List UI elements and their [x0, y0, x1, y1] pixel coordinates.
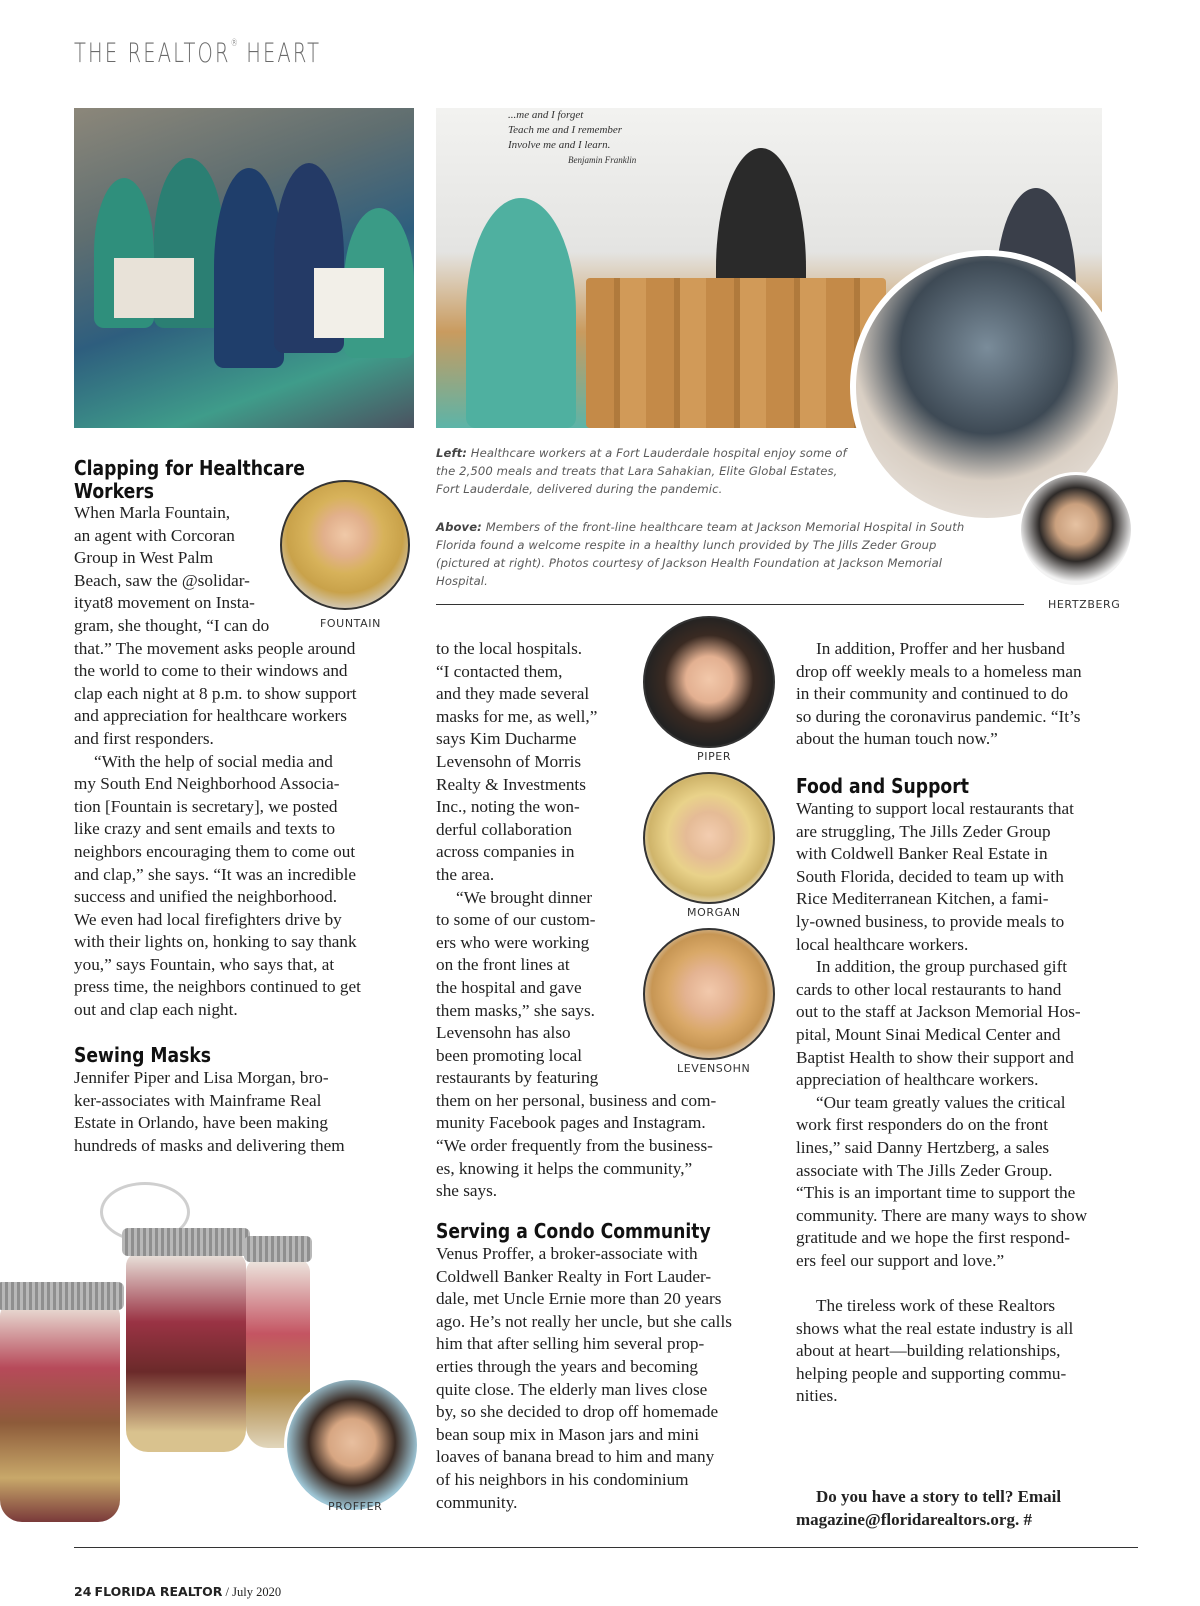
text-line: ityat8 movement on Insta- — [74, 593, 255, 613]
paragraph-gap — [796, 1272, 1136, 1295]
text-line: We even had local firefighters drive by — [74, 909, 342, 929]
text-line: Levensohn of Morris — [436, 751, 582, 771]
text-line: about at heart—building relationships, — [796, 1341, 1061, 1361]
text-line: “We brought dinner — [456, 887, 593, 907]
caption-left — [436, 444, 856, 498]
text-line: helping people and supporting commu- — [796, 1363, 1067, 1383]
text-line: to some of our custom- — [436, 910, 596, 930]
text-line: In addition, the group purchased gift — [816, 957, 1068, 977]
text-line: Levensohn has also — [436, 1023, 571, 1043]
text-line: tion [Fountain is secretary], we posted — [74, 796, 338, 816]
text-line: about the human touch now.” — [796, 729, 998, 749]
text-line: hundreds of masks and delivering them — [74, 1135, 345, 1155]
col1-text — [74, 502, 414, 1022]
text-line: neighbors encouraging them to come out — [74, 841, 356, 861]
text-line: by, so she decided to drop off homemade — [436, 1402, 719, 1422]
text-line: nities. — [796, 1386, 838, 1406]
text-line: and first responders. — [74, 728, 214, 748]
text-line: masks for me, as well,” — [436, 706, 598, 726]
name-label-proffer: PROFFER — [328, 1500, 383, 1513]
name-label-fountain: FOUNTAIN — [320, 617, 381, 630]
text-line: es, knowing it helps the community,” — [436, 1158, 693, 1178]
text-line: gram, she thought, “I can do — [74, 615, 270, 635]
text-line: gratitude and we hope the first respond- — [796, 1228, 1070, 1248]
text-line: Beach, saw the @solidar- — [74, 570, 250, 590]
text-line: “We order frequently from the business- — [436, 1136, 713, 1156]
heading-food-support: Food and Support — [796, 774, 969, 798]
text-line: and clap,” she says. “It was an incredible — [74, 864, 357, 884]
page-footer — [74, 1584, 281, 1600]
headshot-hertzberg — [1018, 472, 1134, 588]
text-line: Realty & Investments — [436, 774, 586, 794]
name-label-morgan: MORGAN — [687, 906, 741, 919]
wall-quote — [508, 108, 648, 168]
text-line: community. — [436, 1492, 518, 1512]
caption-above-label: Above: — [436, 520, 482, 534]
wall-quote-line: Teach me and I remember — [508, 124, 623, 136]
text-line: ago. He’s not really her uncle, but she calls — [436, 1311, 732, 1331]
text-line: the world to come to their windows and — [74, 661, 348, 681]
text-line: Rice Mediterranean Kitchen, a fami- — [796, 889, 1049, 909]
jar — [0, 1302, 120, 1522]
col3-food-text — [796, 798, 1136, 1408]
text-line: been promoting local — [436, 1045, 583, 1065]
text-line: out to the staff at Jackson Memorial Hos- — [796, 1002, 1081, 1022]
text-line: she says. — [436, 1181, 498, 1201]
heading-condo: Serving a Condo Community — [436, 1219, 711, 1243]
name-label-piper: PIPER — [697, 750, 732, 763]
text-line: shows what the real estate industry is all — [796, 1318, 1074, 1338]
text-line: Venus Proffer, a broker-associate with — [436, 1244, 698, 1263]
text-line: out and clap each night. — [74, 1000, 238, 1020]
text-line: so during the coronavirus pandemic. “It’s — [796, 706, 1081, 726]
text-line: that.” The movement asks people around — [74, 638, 356, 658]
text-line: The tireless work of these Realtors — [816, 1296, 1056, 1316]
section-label — [74, 38, 321, 69]
photo-mason-jars — [0, 1182, 314, 1522]
page-number: 24 — [74, 1584, 92, 1599]
text-line: you,” says Fountain, who says that, at — [74, 954, 335, 974]
text-line: “This is an important time to support the — [796, 1183, 1076, 1203]
food-box — [114, 258, 194, 318]
text-line: success and unified the neighborhood. — [74, 887, 337, 907]
name-label-hertzberg: HERTZBERG — [1048, 598, 1121, 611]
food-box — [314, 268, 384, 338]
callout-line — [796, 1509, 1061, 1532]
headshot-proffer — [284, 1377, 420, 1513]
text-line: Wanting to support local restaurants that — [796, 799, 1074, 818]
jar-lid — [0, 1282, 124, 1310]
jar-lid — [244, 1236, 312, 1262]
text-line: like crazy and sent emails and texts to — [74, 819, 336, 839]
text-line: across companies in — [436, 842, 575, 862]
text-line: says Kim Ducharme — [436, 729, 577, 749]
text-line: in their community and continued to do — [796, 684, 1069, 704]
text-line: “I contacted them, — [436, 661, 563, 681]
end-mark: # — [1023, 1509, 1032, 1529]
text-line: quite close. The elderly man lives close — [436, 1379, 708, 1399]
name-label-levensohn: LEVENSOHN — [677, 1062, 751, 1075]
text-line: ers feel our support and love.” — [796, 1250, 1005, 1270]
text-line: ly-owned business, to provide meals to — [796, 911, 1065, 931]
text-line: erties through the years and becoming — [436, 1356, 699, 1376]
text-line: lines,” said Danny Hertzberg, a sales — [796, 1137, 1050, 1157]
footer-rule — [74, 1547, 1138, 1548]
section-label-text-2: HEART — [246, 38, 322, 69]
text-line: pital, Mount Sinai Medical Center and — [796, 1024, 1061, 1044]
text-line: In addition, Proffer and her husband — [816, 639, 1065, 658]
headshot-morgan — [643, 772, 775, 904]
photo-healthcare-workers-lunch — [74, 108, 414, 428]
text-line: with Coldwell Banker Real Estate in — [796, 844, 1048, 864]
text-line: Group in West Palm — [74, 548, 214, 568]
photo-figure — [466, 198, 576, 428]
story-callout — [796, 1486, 1061, 1531]
heading-sewing-masks: Sewing Masks — [74, 1043, 212, 1067]
wall-quote-line: Involve me and I learn. — [508, 139, 611, 151]
text-line: dale, met Uncle Ernie more than 20 years — [436, 1289, 722, 1309]
text-line: “With the help of social media and — [94, 751, 333, 771]
email-link[interactable]: magazine@floridarealtors.org. — [796, 1509, 1020, 1529]
text-line: the area. — [436, 864, 495, 884]
wall-quote-line: ...me and I forget — [508, 109, 584, 121]
text-line: work first responders do on the front — [796, 1115, 1049, 1135]
text-line: munity Facebook pages and Instagram. — [436, 1113, 706, 1133]
text-line: of his neighbors in his condominium — [436, 1469, 689, 1489]
registered-mark: ® — [230, 38, 238, 49]
issue-date: July 2020 — [232, 1585, 282, 1599]
text-line: cards to other local restaurants to hand — [796, 979, 1062, 999]
text-line: drop off weekly meals to a homeless man — [796, 661, 1082, 681]
text-line: them on her personal, business and com- — [436, 1090, 717, 1110]
publication-name: FLORIDA REALTOR — [94, 1584, 223, 1599]
col3-text — [796, 638, 1136, 751]
text-line: restaurants by featuring — [436, 1068, 599, 1088]
text-line: with their lights on, honking to say thank — [74, 932, 357, 952]
text-line: ers who were working — [436, 932, 590, 952]
text-line: press time, the neighbors continued to get — [74, 977, 361, 997]
text-line: are struggling, The Jills Zeder Group — [796, 821, 1051, 841]
text-line: derful collaboration — [436, 819, 573, 839]
footer-separator: / — [225, 1585, 230, 1599]
caption-left-text: Healthcare workers at a Fort Lauderdale hospital enjoy some of the 2,500 meals and treats that Lara Sahakian, Elite Global Estates, Fort Lauderdale, delivered during the pandemic. — [436, 446, 847, 496]
wall-quote-line: Benjamin Franklin — [568, 155, 637, 165]
text-line: “Our team greatly values the critical — [816, 1092, 1066, 1112]
text-line: clap each night at 8 p.m. to show support — [74, 683, 357, 703]
text-line: South Florida, decided to team up with — [796, 866, 1064, 886]
text-line: Coldwell Banker Realty in Fort Lauder- — [436, 1266, 712, 1286]
text-line: Baptist Health to show their support and — [796, 1047, 1074, 1067]
text-line: appreciation of healthcare workers. — [796, 1070, 1039, 1090]
text-line: my South End Neighborhood Associa- — [74, 774, 340, 794]
jar — [126, 1252, 246, 1452]
text-line: him that after selling him several prop- — [436, 1334, 705, 1354]
text-line: bean soup mix in Mason jars and mini — [436, 1424, 700, 1444]
text-line: an agent with Corcoran — [74, 525, 235, 545]
jar-lid — [122, 1228, 250, 1256]
text-line: and they made several — [436, 684, 590, 704]
caption-left-label: Left: — [436, 446, 467, 460]
section-label-text: THE REALTOR — [74, 38, 231, 69]
text-line: on the front lines at — [436, 955, 570, 975]
headshot-levensohn — [643, 928, 775, 1060]
text-line: associate with The Jills Zeder Group. — [796, 1160, 1053, 1180]
heading-clapping: Clapping for Healthcare Workers — [74, 456, 305, 503]
text-line: Estate in Orlando, have been making — [74, 1113, 328, 1133]
caption-above — [436, 518, 976, 590]
headshot-piper — [643, 616, 775, 748]
text-line: Inc., noting the won- — [436, 797, 580, 817]
col1-sewing-text — [74, 1067, 414, 1157]
text-line: local healthcare workers. — [796, 934, 969, 954]
caption-divider — [436, 604, 1024, 605]
text-line: Jennifer Piper and Lisa Morgan, bro- — [74, 1068, 329, 1087]
text-line: and appreciation for healthcare workers — [74, 706, 347, 726]
meal-bags — [586, 278, 886, 428]
text-line: ker-associates with Mainframe Real — [74, 1090, 322, 1110]
text-line: the hospital and gave — [436, 977, 582, 997]
text-line: When Marla Fountain, — [74, 503, 231, 522]
text-line: them masks,” she says. — [436, 1000, 595, 1020]
callout-line: Do you have a story to tell? Email — [816, 1487, 1062, 1506]
text-line: to the local hospitals. — [436, 639, 583, 658]
text-line: loaves of banana bread to him and many — [436, 1447, 715, 1467]
text-line: community. There are many ways to show — [796, 1205, 1088, 1225]
col2-condo-text — [436, 1243, 776, 1514]
caption-above-text: Members of the front-line healthcare team at Jackson Memorial Hospital in South Florida found a welcome respite in a healthy lunch provided by The Jills Zeder Group (pictured at right). Photos courtesy of Jackson Health Foundation at Jackson Memorial Hospital. — [436, 520, 965, 588]
